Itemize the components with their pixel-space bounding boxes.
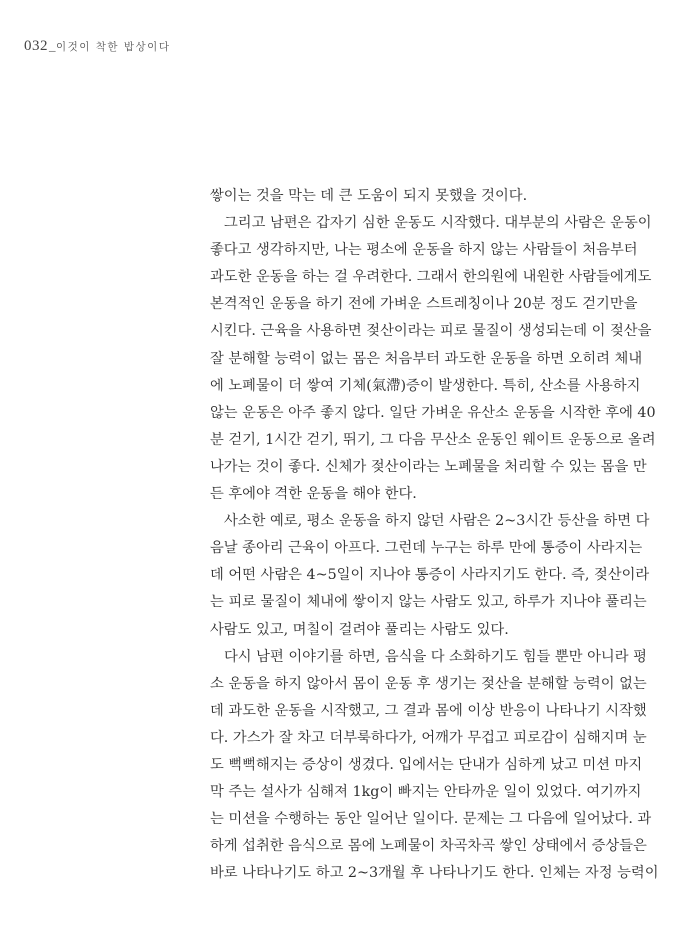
text-line: 사소한 예로, 평소 운동을 하지 않던 사람은 2~3시간 등산을 하면 다 bbox=[224, 513, 650, 530]
text-line: 데 어떤 사람은 4~5일이 지나야 통증이 사라지기도 한다. 즉, 젖산이라 bbox=[210, 567, 650, 584]
book-title: 이것이 착한 밥상이다 bbox=[56, 41, 171, 53]
text-line: 쌓이는 것을 막는 데 큰 도움이 되지 못했을 것이다. bbox=[210, 188, 528, 204]
text-line: 다. 가스가 잘 차고 더부룩하다가, 어깨가 무겁고 피로감이 심해지며 눈 bbox=[210, 729, 647, 746]
running-header bbox=[24, 38, 170, 55]
text-line: 는 피로 물질이 체내에 쌓이지 않는 사람도 있고, 하루가 지나야 풀리는 bbox=[210, 594, 647, 611]
text-line: 바로 나타나기도 하고 2~3개월 후 나타나기도 한다. 인체는 자정 능력이 bbox=[210, 865, 659, 882]
text-line: 분 걷기, 1시간 걷기, 뛰기, 그 다음 무산소 운동인 웨이트 운동으로 올려 bbox=[210, 431, 656, 448]
text-line: 않는 운동은 아주 좋지 않다. 일단 가벼운 유산소 운동을 시작한 후에 40 bbox=[210, 404, 656, 421]
header-separator: _ bbox=[49, 38, 56, 53]
text-line: 든 후에야 격한 운동을 해야 한다. bbox=[210, 486, 417, 503]
text-line: 는 미션을 수행하는 동안 일어난 일이다. 문제는 그 다음에 일어났다. 과 bbox=[210, 811, 652, 828]
text-line: 사람도 있고, 며칠이 걸려야 풀리는 사람도 있다. bbox=[210, 621, 509, 638]
text-line: 본격적인 운동을 하기 전에 가벼운 스트레칭이나 20분 정도 걷기만을 bbox=[210, 296, 638, 313]
text-line: 잘 분해할 능력이 없는 몸은 처음부터 과도한 운동을 하면 오히려 체내 bbox=[210, 350, 643, 367]
text-line: 나가는 것이 좋다. 신체가 젖산이라는 노폐물을 처리할 수 있는 몸을 만 bbox=[210, 458, 647, 475]
text-line: 에 노폐물이 더 쌓여 기체(氣滯)증이 발생한다. 특히, 산소를 사용하지 bbox=[210, 377, 641, 394]
text-line: 그리고 남편은 갑자기 심한 운동도 시작했다. 대부분의 사람은 운동이 bbox=[224, 215, 652, 232]
text-line: 도 뻑뻑해지는 증상이 생겼다. 입에서는 단내가 심하게 났고 미션 마지 bbox=[210, 756, 643, 773]
text-line: 소 운동을 하지 않아서 몸이 운동 후 생기는 젖산을 분해할 능력이 없는 bbox=[210, 675, 647, 692]
body-text bbox=[210, 183, 659, 887]
text-line: 하게 섭취한 음식으로 몸에 노폐물이 차곡차곡 쌓인 상태에서 증상들은 bbox=[210, 838, 647, 855]
text-line: 다시 남편 이야기를 하면, 음식을 다 소화하기도 힘들 뿐만 아니라 평 bbox=[224, 648, 647, 665]
text-line: 음날 종아리 근육이 아프다. 그런데 누구는 하루 만에 통증이 사라지는 bbox=[210, 540, 643, 557]
text-line: 막 주는 설사가 심해져 1kg이 빠지는 안타까운 일이 있었다. 여기까지 bbox=[210, 784, 642, 801]
text-line: 데 과도한 운동을 시작했고, 그 결과 몸에 이상 반응이 나타나기 시작했 bbox=[210, 702, 647, 719]
page-number: 032 bbox=[24, 38, 48, 54]
text-line: 좋다고 생각하지만, 나는 평소에 운동을 하지 않는 사람들이 처음부터 bbox=[210, 242, 638, 259]
text-line: 시킨다. 근육을 사용하면 젖산이라는 피로 물질이 생성되는데 이 젖산을 bbox=[210, 323, 652, 340]
text-line: 과도한 운동을 하는 걸 우려한다. 그래서 한의원에 내원한 사람들에게도 bbox=[210, 269, 652, 286]
